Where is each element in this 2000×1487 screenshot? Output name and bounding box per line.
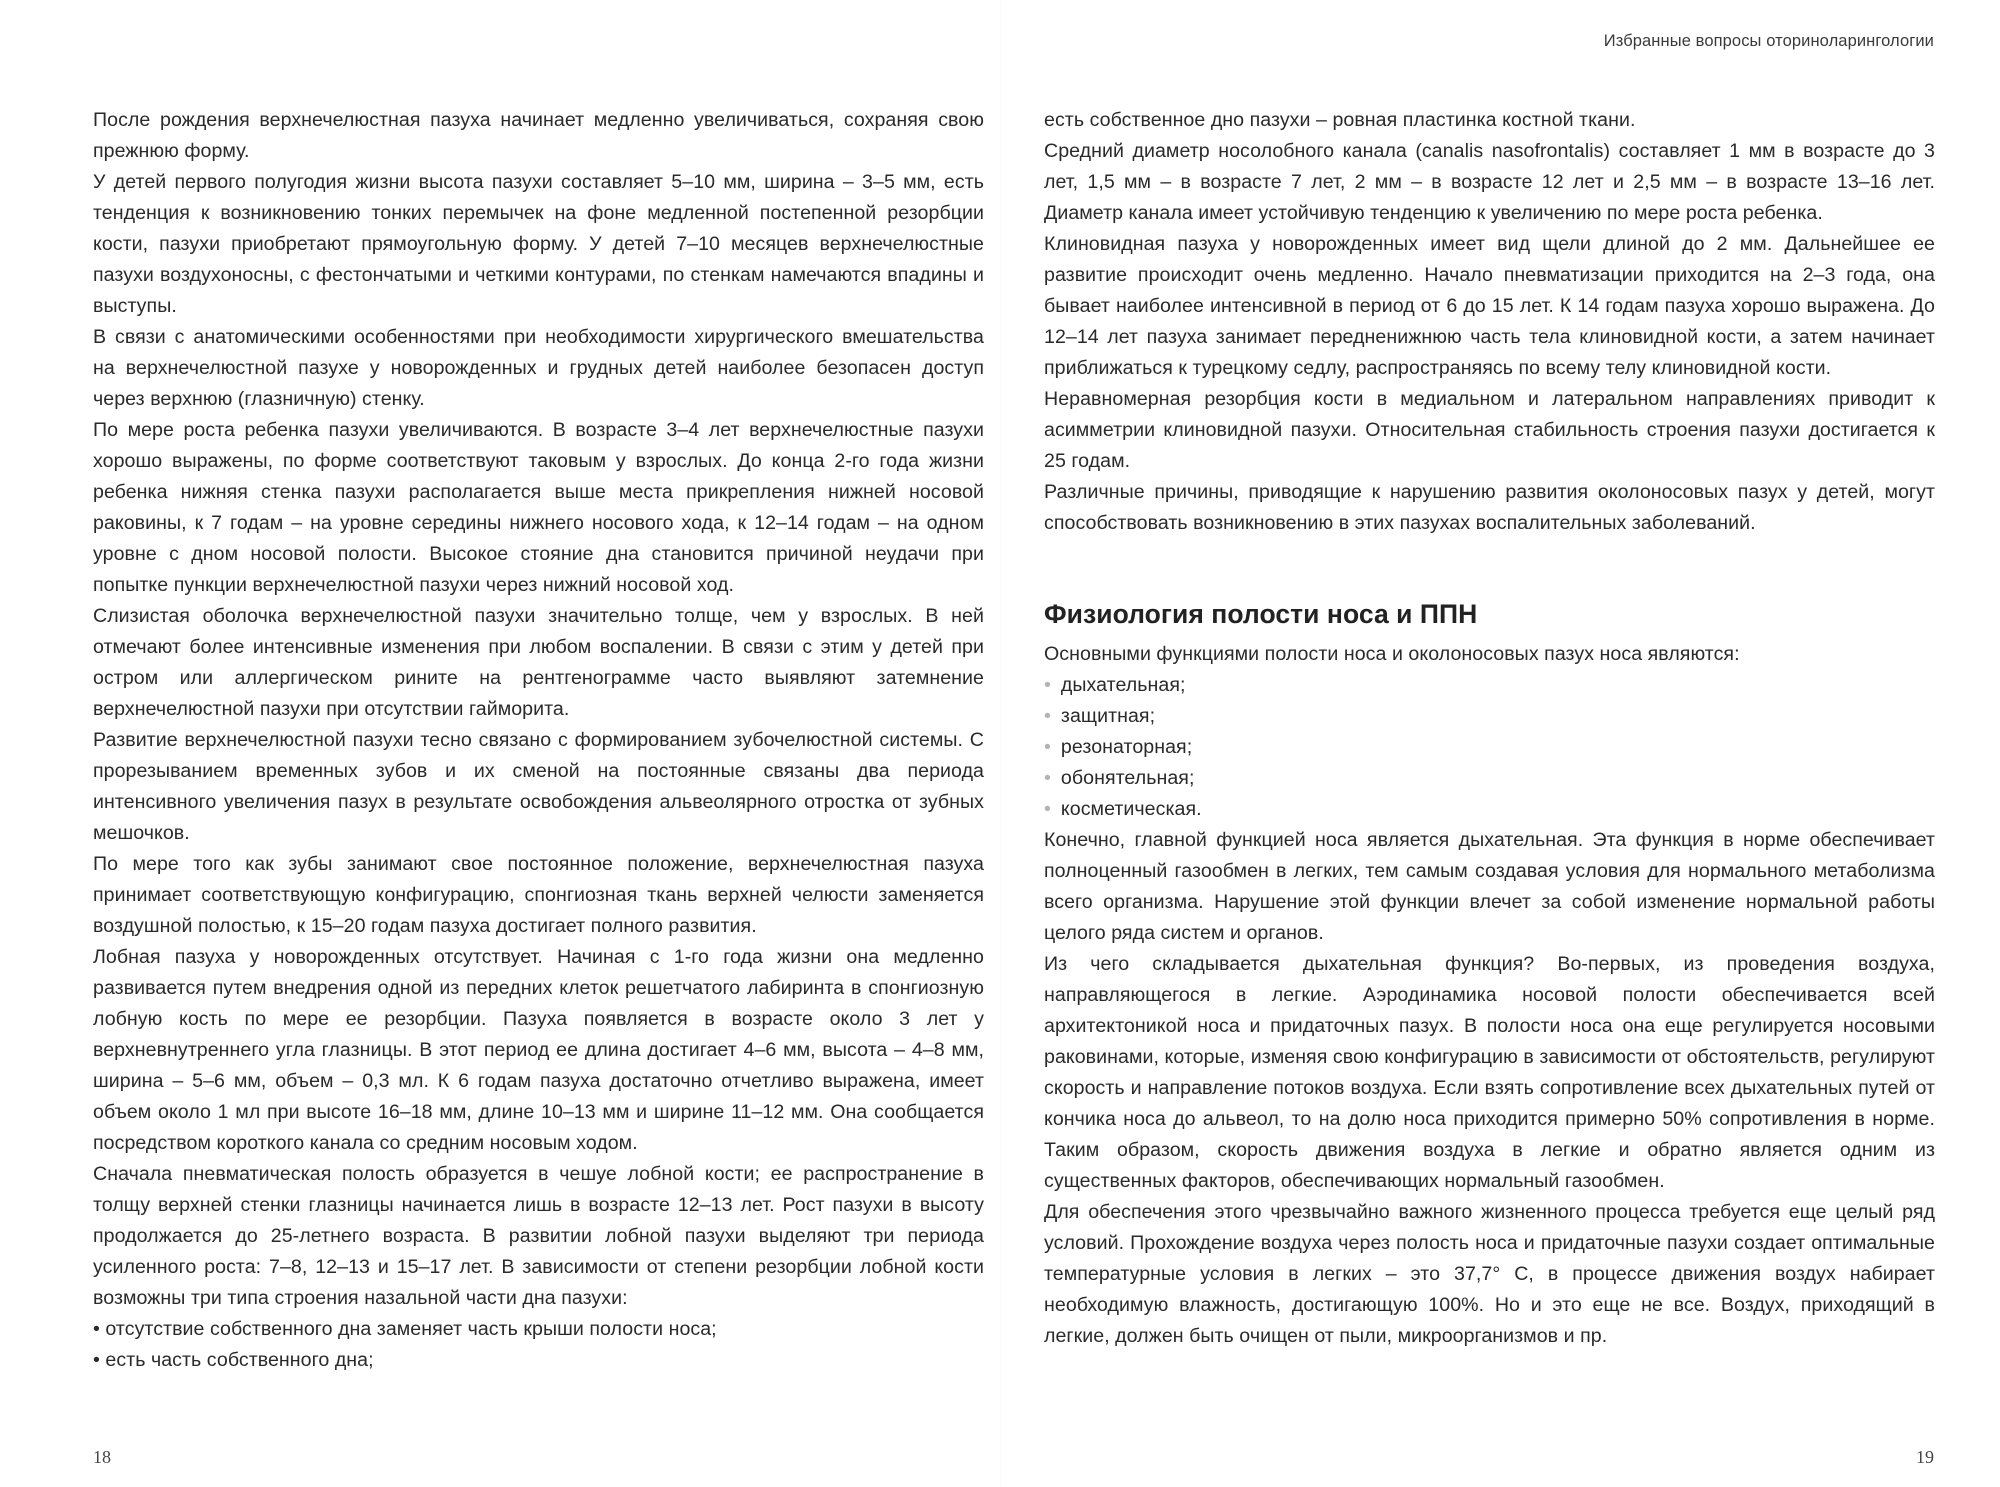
paragraph: Неравномерная резорбция кости в медиальном и латеральном направлениях приводит к асимметрии клиновидной пазухи. Относительная стабильность строения пазухи достигается к 25 годам. — [1044, 388, 1935, 472]
paragraph: есть собственное дно пазухи – ровная пластинка костной ткани. — [1044, 109, 1636, 131]
list-item: • резонаторная; — [1044, 732, 1935, 763]
paragraph: По мере роста ребенка пазухи увеличиваются. В возрасте 3–4 лет верхнечелюстные пазухи хорошо выражены, по форме соответствуют таковым у взрослых. До конца 2-го года жизни ребенка нижняя стенка пазухи располагается выше места прикрепления нижней носовой раковины, к 7 годам – на уровне середины нижнего носового хода, к 12–14 годам – на одном уровне с дном носовой полости. Высокое стояние дна становится причиной неудачи при попытке пункции верхнечелюстной пазухи через нижний носовой ход. — [93, 419, 984, 596]
functions-list — [1044, 670, 1935, 825]
paragraph: Конечно, главной функцией носа является дыхательная. Эта функция в норме обеспечивает полноценный газообмен в легких, тем самым создавая условия для нормального метаболизма всего организма. Нарушение этой функции влечет за собой изменение нормальной работы целого ряда систем и органов. — [1044, 829, 1935, 944]
right-page-text — [1044, 105, 1935, 1352]
list-item: • есть часть собственного дна; — [93, 1349, 374, 1371]
list-item: • обонятельная; — [1044, 763, 1935, 794]
list-item: • косметическая. — [1044, 794, 1935, 825]
list-item: • дыхательная; — [1044, 670, 1935, 701]
page-number-right: 19 — [1916, 1447, 1934, 1467]
paragraph: Средний диаметр носолобного канала (canalis nasofrontalis) составляет 1 мм в возрасте до 3 лет, 1,5 мм – в возрасте 7 лет, 2 мм – в возрасте 12 лет и 2,5 мм – в возрасте 13–16 лет. Диаметр канала имеет устойчивую тенденцию к увеличению по мере роста ребенка. — [1044, 140, 1935, 224]
section-heading: Физиология полости носа и ППН — [1044, 599, 1478, 629]
list-item: • отсутствие собственного дна заменяет часть крыши полости носа; — [93, 1318, 717, 1340]
page-gutter — [1000, 0, 1001, 1487]
list-item: • защитная; — [1044, 701, 1935, 732]
paragraph: У детей первого полугодия жизни высота пазухи составляет 5–10 мм, ширина – 3–5 мм, есть тенденция к возникновению тонких перемычек на фоне медленной постепенной резорбции кости, пазухи приобретают прямоугольную форму. У детей 7–10 месяцев верхнечелюстные пазухи воздухоносны, с фестончатыми и четкими контурами, по стенкам намечаются впадины и выступы. — [93, 171, 984, 317]
paragraph: Сначала пневматическая полость образуется в чешуе лобной кости; ее распространение в толщу верхней стенки глазницы начинается лишь в возрасте 12–13 лет. Рост пазухи в высоту продолжается до 25-летнего возраста. В развитии лобной пазухи выделяют три периода усиленного роста: 7–8, 12–13 и 15–17 лет. В зависимости от степени резорбции лобной кости возможны три типа строения назальной части дна пазухи: — [93, 1163, 984, 1309]
paragraph: Основными функциями полости носа и околоносовых пазух носа являются: — [1044, 643, 1740, 665]
paragraph: Клиновидная пазуха у новорожденных имеет вид щели длиной до 2 мм. Дальнейшее ее развитие происходит очень медленно. Начало пневматизации приходится на 2–3 года, она бывает наиболее интенсивной в период от 6 до 15 лет. К 14 годам пазуха хорошо выражена. До 12–14 лет пазуха занимает передненижнюю часть тела клиновидной кости, а затем начинает приближаться к турецкому седлу, распространяясь по всему телу клиновидной кости. — [1044, 233, 1935, 379]
paragraph: Слизистая оболочка верхнечелюстной пазухи значительно толще, чем у взрослых. В ней отмечают более интенсивные изменения при любом воспалении. В связи с этим у детей при остром или аллергическом рините на рентгенограмме часто выявляют затемнение верхнечелюстной пазухи при отсутствии гайморита. — [93, 605, 984, 720]
paragraph: По мере того как зубы занимают свое постоянное положение, верхнечелюстная пазуха принимает соответствующую конфигурацию, спонгиозная ткань верхней челюсти заменяется воздушной полостью, к 15–20 годам пазуха достигает полного развития. — [93, 853, 984, 937]
paragraph: Различные причины, приводящие к нарушению развития околоносовых пазух у детей, могут способствовать возникновению в этих пазухах воспалительных заболеваний. — [1044, 481, 1935, 534]
paragraph: Развитие верхнечелюстной пазухи тесно связано с формированием зубочелюстной системы. С прорезыванием временных зубов и их сменой на постоянные связаны два периода интенсивного увеличения пазух в результате освобождения альвеолярного отростка от зубных мешочков. — [93, 729, 984, 844]
paragraph: Для обеспечения этого чрезвычайно важного жизненного процесса требуется еще целый ряд условий. Прохождение воздуха через полость носа и придаточные пазухи создает оптимальные температурные условия в легких – это 37,7° С, в процессе движения воздух набирает необходимую влажность, достигающую 100%. Но и это еще не все. Воздух, приходящий в легкие, должен быть очищен от пыли, микроорганизмов и пр. — [1044, 1201, 1935, 1347]
paragraph: В связи с анатомическими особенностями при необходимости хирургического вмешательства на верхнечелюстной пазухе у новорожденных и грудных детей наиболее безопасен доступ через верхнюю (глазничную) стенку. — [93, 326, 984, 410]
paragraph: Из чего складывается дыхательная функция? Во-первых, из проведения воздуха, направляющегося в легкие. Аэродинамика носовой полости обеспечивается всей архитектоникой носа и придаточных пазух. В полости носа она еще регулируется носовыми раковинами, которые, изменяя свою конфигурацию в зависимости от обстоятельств, регулируют скорость и направление потоков воздуха. Если взять сопротивление всех дыхательных путей от кончика носа до альвеол, то на долю носа приходится примерно 50% сопротивления в норме. Таким образом, скорость движения воздуха в легкие и обратно является одним из существенных факторов, обеспечивающих нормальный газообмен. — [1044, 953, 1935, 1192]
page-number-left: 18 — [93, 1447, 111, 1467]
paragraph: После рождения верхнечелюстная пазуха начинает медленно увеличиваться, сохраняя свою прежнюю форму. — [93, 109, 984, 162]
left-page-text — [93, 105, 984, 1376]
paragraph: Лобная пазуха у новорожденных отсутствует. Начиная с 1-го года жизни она медленно развивается путем внедрения одной из передних клеток решетчатого лабиринта в спонгиозную лобную кость по мере ее резорбции. Пазуха появляется в возрасте около 3 лет у верхневнутреннего угла глазницы. В этот период ее длина достигает 4–6 мм, высота – 4–8 мм, ширина – 5–6 мм, объем – 0,3 мл. К 6 годам пазуха достаточно отчетливо выражена, имеет объем около 1 мл при высоте 16–18 мм, длине 10–13 мм и ширине 11–12 мм. Она сообщается посредством короткого канала со средним носовым ходом. — [93, 946, 984, 1154]
running-header: Избранные вопросы оториноларингологии — [1603, 32, 1934, 50]
